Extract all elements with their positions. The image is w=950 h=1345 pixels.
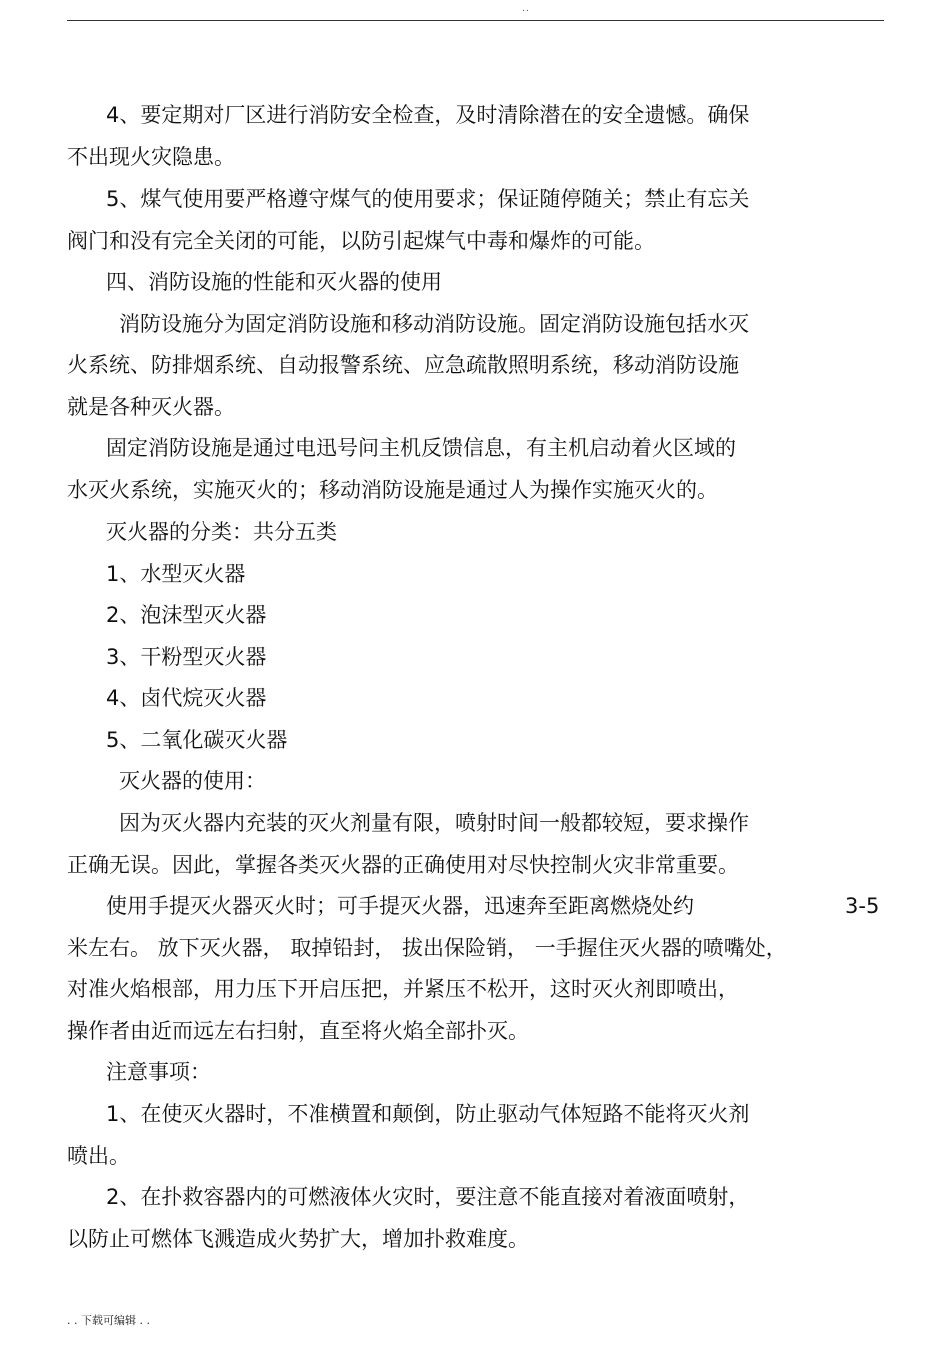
list-item: 2、泡沫型灭火器 — [106, 603, 267, 627]
text-line: 不出现火灾隐患。 — [67, 145, 235, 169]
text-line: 以防止可燃体飞溅造成火势扩大，增加扑救难度。 — [67, 1227, 529, 1251]
list-item: 3、干粉型灭火器 — [106, 645, 267, 669]
text-line: 水灭火系统，实施灭火的；移动消防设施是通过人为操作实施灭火的。 — [67, 478, 718, 502]
text-line: 米左右。 放下灭火器， 取掉铅封， 拔出保险销， 一手握住灭火器的喷嘴处， — [67, 936, 787, 960]
text-line: 2、在扑救容器内的可燃液体火灾时，要注意不能直接对着液面喷射， — [106, 1185, 750, 1209]
text-line: 5、煤气使用要严格遵守煤气的使用要求；保证随停随关；禁止有忘关 — [106, 187, 750, 211]
section-heading: 四、消防设施的性能和灭火器的使用 — [106, 270, 442, 294]
header-rule — [67, 20, 884, 21]
text-line: 灭火器的使用： — [119, 769, 266, 793]
text-line: 使用手提灭火器灭火时；可手提灭火器，迅速奔至距离燃烧处约 — [106, 894, 694, 918]
footer-note: . . 下载可编辑 . . — [67, 1314, 150, 1327]
text-line: 阀门和没有完全关闭的可能，以防引起煤气中毒和爆炸的可能。 — [67, 229, 655, 253]
text-line: 正确无误。因此，掌握各类灭火器的正确使用对尽快控制火灾非常重要。 — [67, 853, 739, 877]
text-line: 注意事项： — [106, 1060, 211, 1084]
text-line: 喷出。 — [67, 1144, 130, 1168]
text-line: 灭火器的分类：共分五类 — [106, 520, 337, 544]
text-line: 1、在使灭火器时，不准横置和颠倒，防止驱动气体短路不能将灭火剂 — [106, 1102, 750, 1126]
distance-number: 3-5 — [845, 894, 880, 918]
text-line: 消防设施分为固定消防设施和移动消防设施。固定消防设施包括水灭 — [119, 312, 749, 336]
text-line: 固定消防设施是通过电迅号问主机反馈信息，有主机启动着火区域的 — [106, 436, 736, 460]
list-item: 5、二氧化碳灭火器 — [106, 728, 288, 752]
text-line: 因为灭火器内充装的灭火剂量有限，喷射时间一般都较短，要求操作 — [119, 811, 749, 835]
text-line: 就是各种灭火器。 — [67, 395, 235, 419]
list-item: 4、卤代烷灭火器 — [106, 686, 267, 710]
text-line: 操作者由近而远左右扫射，直至将火焰全部扑灭。 — [67, 1019, 529, 1043]
text-line: 4、要定期对厂区进行消防安全检查，及时清除潜在的安全遗憾。确保 — [106, 103, 750, 127]
text-line: 对准火焰根部，用力压下开启压把，并紧压不松开，这时灭火剂即喷出， — [67, 977, 739, 1001]
text-line: 火系统、防排烟系统、自动报警系统、应急疏散照明系统，移动消防设施 — [67, 353, 739, 377]
list-item: 1、水型灭火器 — [106, 562, 246, 586]
header-dots: .. — [522, 4, 530, 14]
